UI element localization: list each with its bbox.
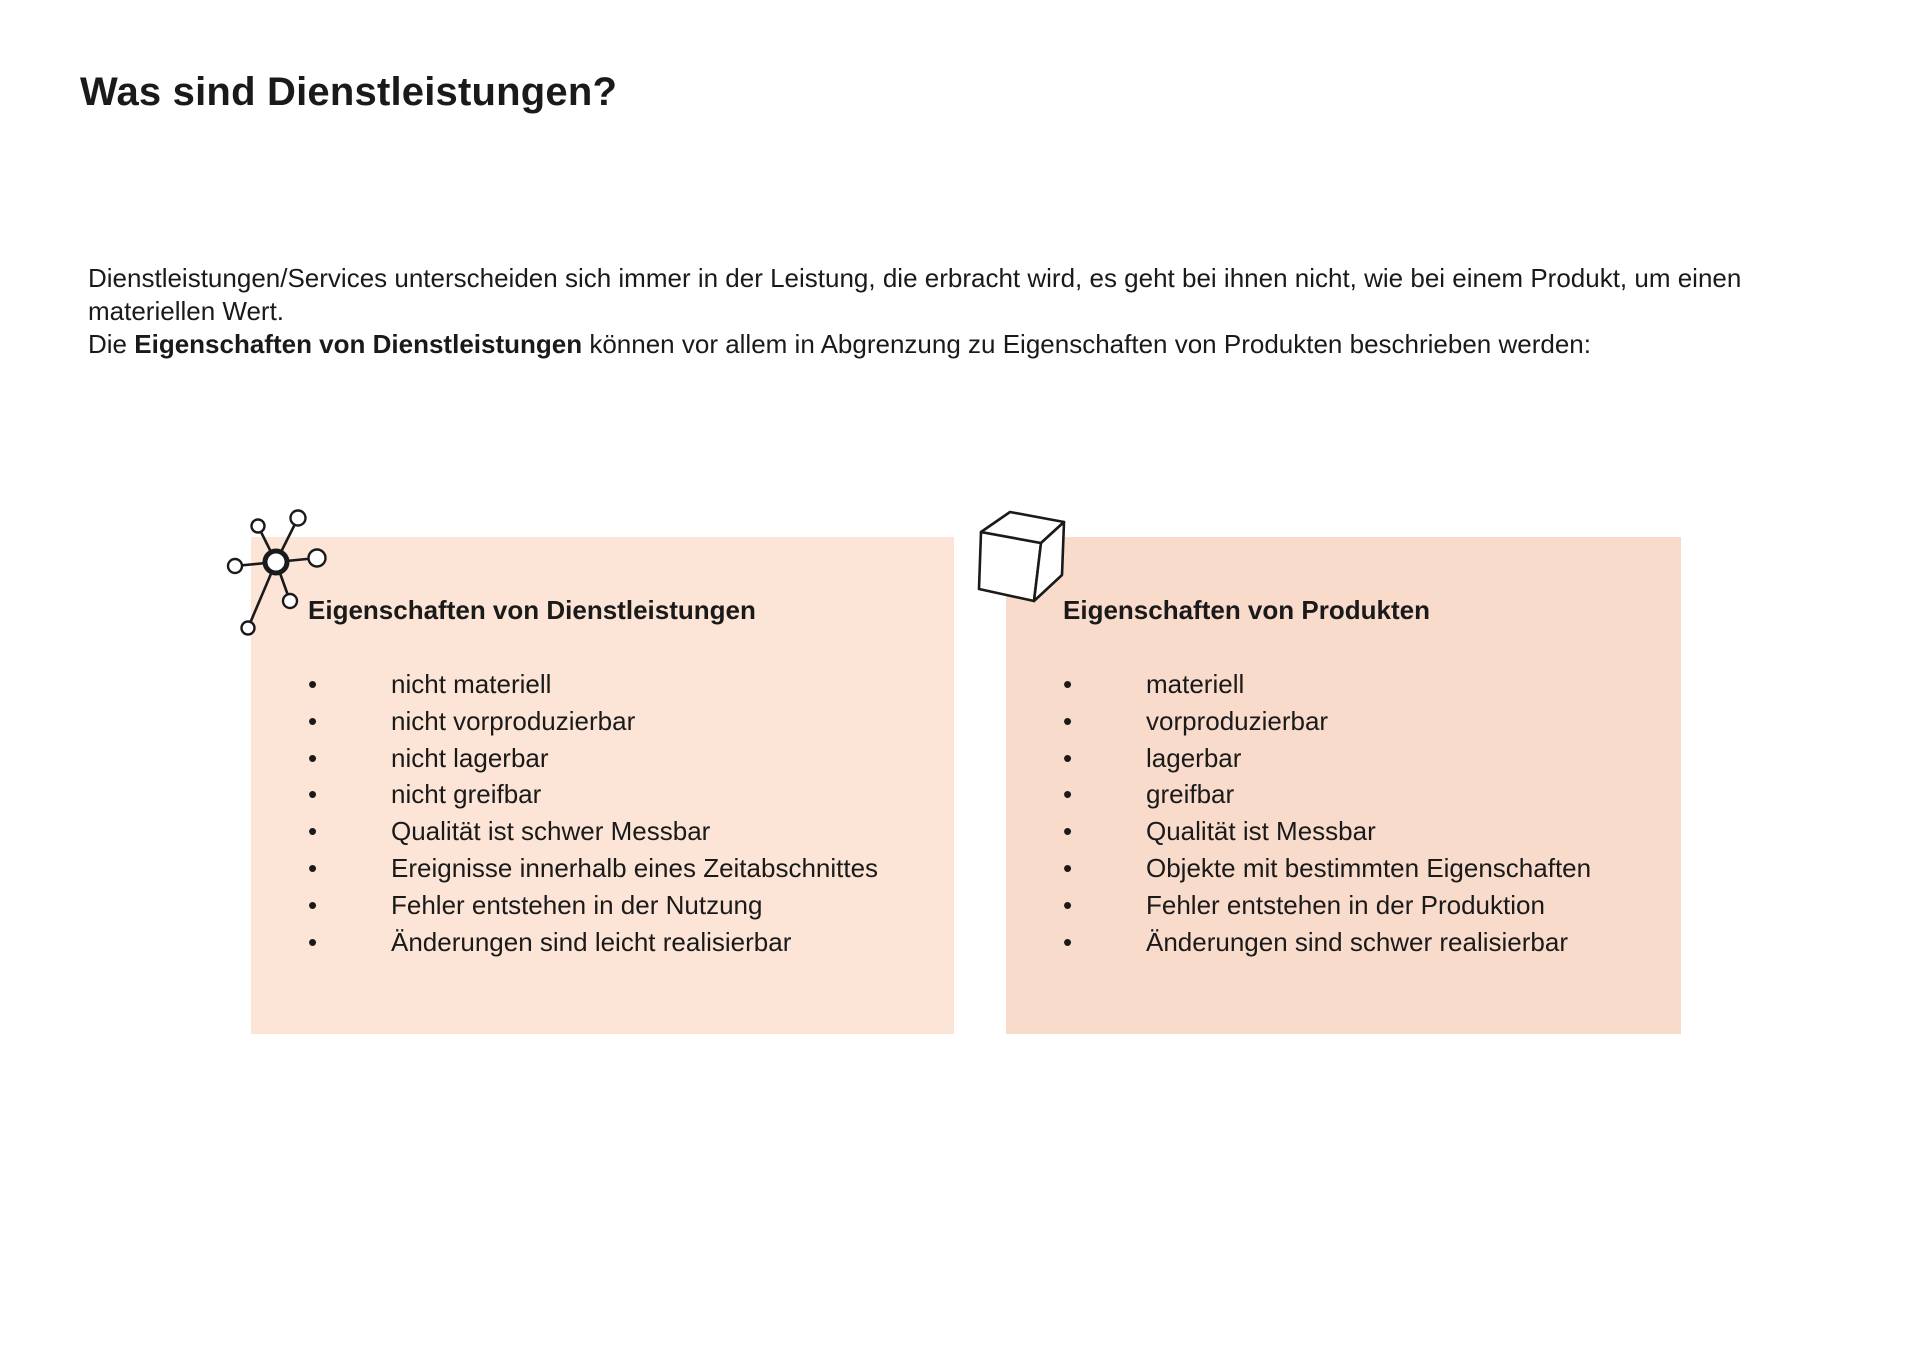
- bullet: •: [308, 705, 318, 736]
- products-card: [1006, 537, 1681, 1034]
- products-card-heading: Eigenschaften von Produkten: [1063, 595, 1430, 625]
- intro-paragraph-2: [88, 328, 1768, 361]
- list-item-text: vorproduzierbar: [1146, 705, 1329, 736]
- intro-paragraph-2-suffix: können vor allem in Abgrenzung zu Eigenschaften von Produkten beschrieben werden:: [582, 329, 1591, 359]
- bullet: •: [1063, 669, 1073, 699]
- list-item: [308, 924, 878, 961]
- list-item: [1063, 850, 1591, 887]
- bullet: •: [1063, 816, 1073, 847]
- list-item-text: nicht greifbar: [391, 779, 542, 810]
- bullet: •: [308, 816, 318, 847]
- page-title: Was sind Dienstleistungen?: [80, 70, 618, 114]
- list-item: [308, 850, 878, 887]
- bullet: •: [1063, 852, 1073, 883]
- list-item: [1063, 924, 1591, 961]
- list-item: [308, 703, 878, 740]
- list-item-text: nicht vorproduzierbar: [391, 705, 636, 736]
- list-item-text: Qualität ist schwer Messbar: [391, 816, 711, 847]
- bullet: •: [1063, 742, 1073, 773]
- list-item-text: Änderungen sind leicht realisierbar: [391, 926, 792, 957]
- bullet: •: [308, 669, 318, 699]
- list-item: [308, 666, 878, 703]
- list-item: [1063, 887, 1591, 924]
- services-card-heading: Eigenschaften von Dienstleistungen: [308, 595, 756, 625]
- list-item-text: Fehler entstehen in der Produktion: [1146, 889, 1545, 920]
- list-item-text: nicht materiell: [391, 669, 552, 699]
- intro-text: [88, 262, 1768, 361]
- bullet: •: [308, 889, 318, 920]
- services-card: [251, 537, 954, 1034]
- bullet: •: [308, 779, 318, 810]
- list-item: [1063, 813, 1591, 850]
- list-item-text: Fehler entstehen in der Nutzung: [391, 889, 763, 920]
- bullet: •: [308, 852, 318, 883]
- list-item: [1063, 776, 1591, 813]
- bullet: •: [1063, 889, 1073, 920]
- intro-paragraph-2-bold: Eigenschaften von Dienstleistungen: [134, 329, 583, 359]
- list-item-text: Ereignisse innerhalb eines Zeitabschnittes: [391, 852, 879, 883]
- services-list: [308, 666, 878, 960]
- bullet: •: [1063, 779, 1073, 810]
- list-item: [308, 813, 878, 850]
- list-item-text: materiell: [1146, 669, 1245, 699]
- list-item: [1063, 703, 1591, 740]
- list-item-text: Qualität ist Messbar: [1146, 816, 1376, 847]
- list-item: [308, 776, 878, 813]
- list-item: [308, 740, 878, 777]
- products-list: [1063, 666, 1591, 960]
- list-item-text: greifbar: [1146, 779, 1235, 810]
- bullet: •: [1063, 705, 1073, 736]
- list-item-text: Objekte mit bestimmten Eigenschaften: [1146, 852, 1592, 883]
- network-icon: [222, 505, 332, 637]
- cube-icon: [975, 505, 1067, 607]
- bullet: •: [308, 926, 318, 957]
- list-item: [308, 887, 878, 924]
- list-item-text: lagerbar: [1146, 742, 1242, 773]
- list-item-text: Änderungen sind schwer realisierbar: [1146, 926, 1569, 957]
- list-item-text: nicht lagerbar: [391, 742, 549, 773]
- list-item: [1063, 666, 1591, 703]
- intro-paragraph-2-prefix: Die: [88, 329, 135, 359]
- intro-paragraph-1: Dienstleistungen/Services unterscheiden sich immer in der Leistung, die erbracht wird, es geht bei ihnen nicht, wie bei einem Produkt, um einen materiellen Wert.: [88, 263, 1742, 326]
- bullet: •: [308, 742, 318, 773]
- bullet: •: [1063, 926, 1073, 957]
- list-item: [1063, 740, 1591, 777]
